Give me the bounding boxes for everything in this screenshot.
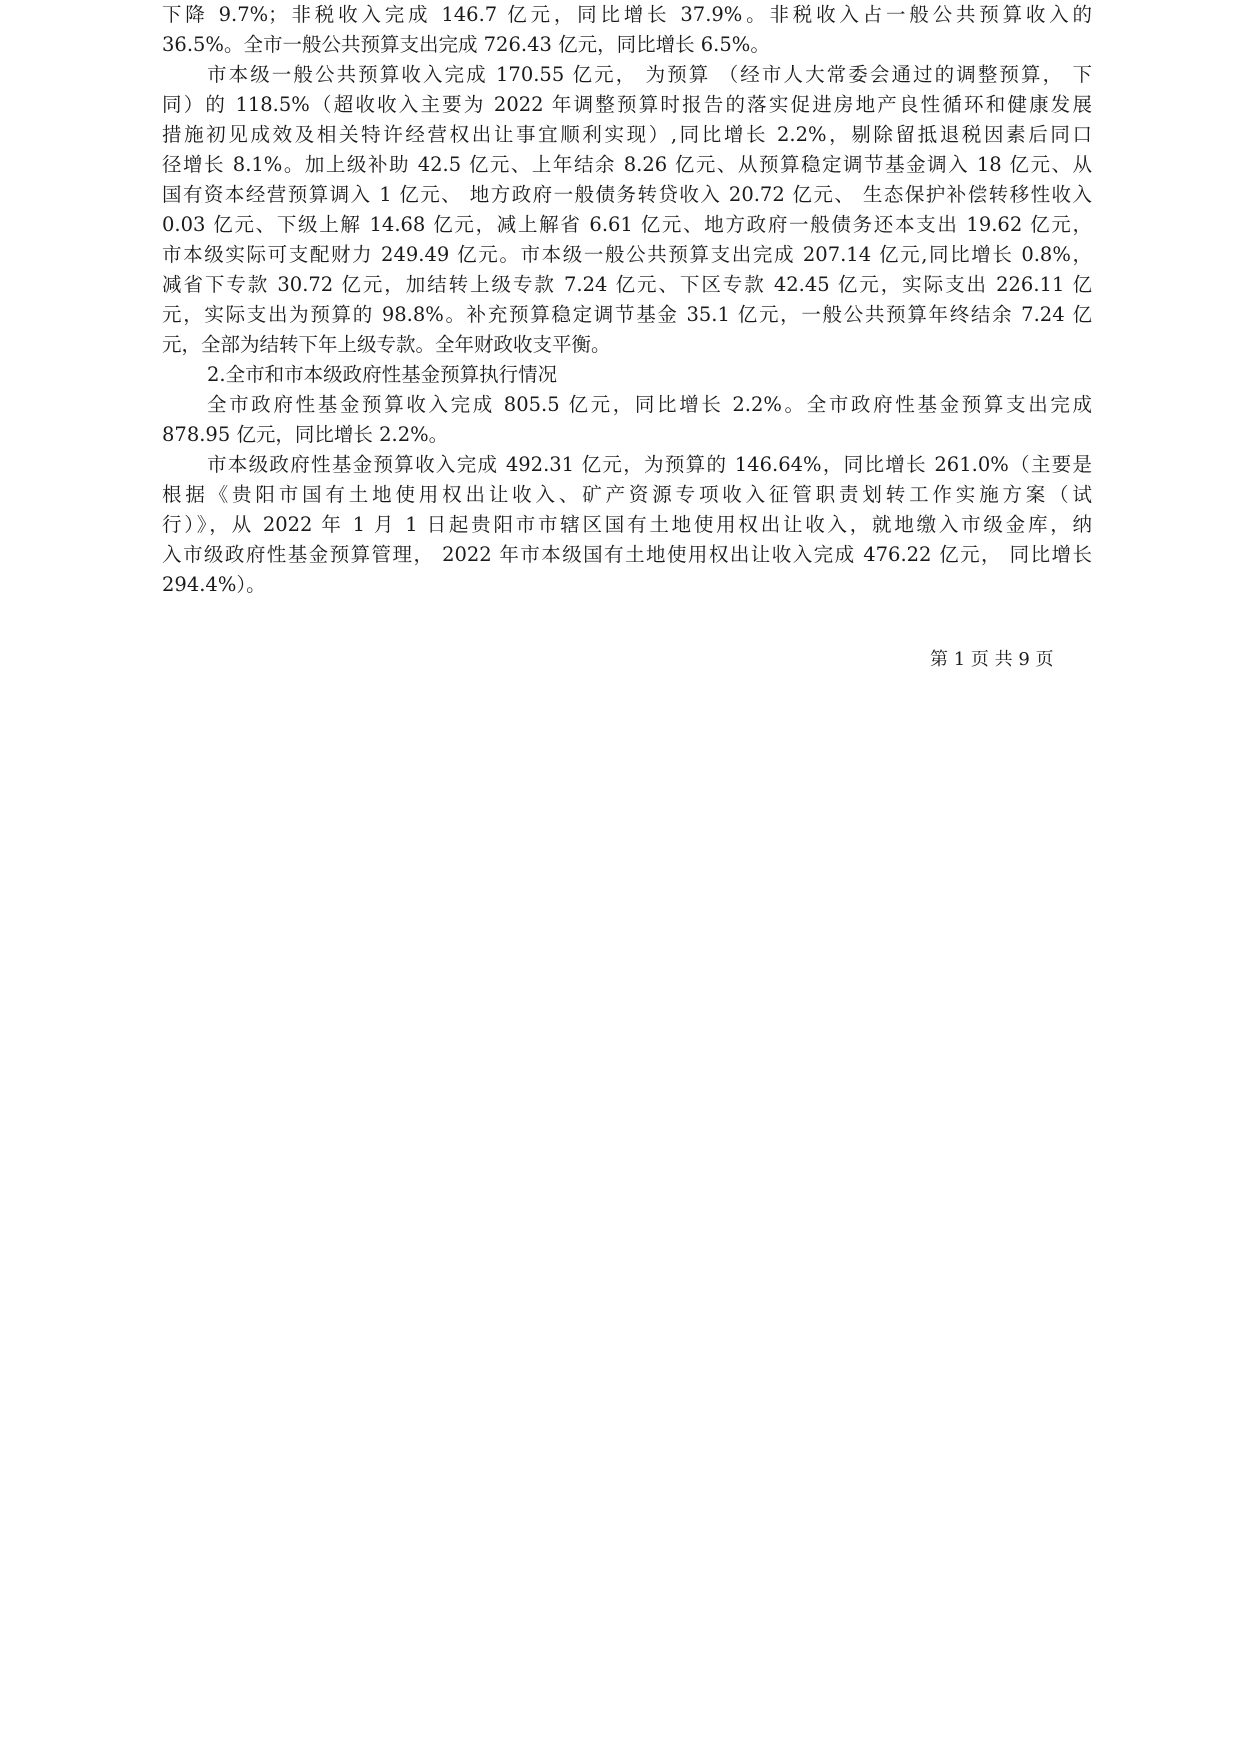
text-line: 根据《贵阳市国有土地使用权出让收入、矿产资源专项收入征管职责划转工作实施方案（试 bbox=[162, 483, 1092, 506]
text-line: 市本级政府性基金预算收入完成 492.31 亿元，为预算的 146.64%，同比增长 261.0%（主要是 bbox=[207, 453, 1092, 476]
text-line: 878.95 亿元，同比增长 2.2%。 bbox=[162, 423, 449, 446]
text-line: 减省下专款 30.72 亿元，加结转上级专款 7.24 亿元、下区专款 42.45 亿元，实际支出 226.11 亿 bbox=[162, 273, 1092, 296]
paragraph-city-level-fund-budget bbox=[162, 450, 1092, 600]
text-line: 同）的 118.5%（超收收入主要为 2022 年调整预算时报告的落实促进房地产良性循环和健康发展 bbox=[162, 93, 1092, 116]
text-line: 行）》，从 2022 年 1 月 1 日起贵阳市市辖区国有土地使用权出让收入，就地缴入市级金库，纳 bbox=[162, 513, 1092, 536]
document-body bbox=[162, 0, 1092, 600]
section-heading: 2.全市和市本级政府性基金预算执行情况 bbox=[207, 363, 558, 386]
text-line: 元，全部为结转下年上级专款。全年财政收支平衡。 bbox=[162, 333, 611, 356]
text-line: 措施初见成效及相关特许经营权出让事宜顺利实现）,同比增长 2.2%，剔除留抵退税因素后同口 bbox=[162, 123, 1092, 146]
paragraph-city-level-revenue bbox=[162, 60, 1092, 360]
page-number-footer: 第 1 页 共 9 页 bbox=[930, 649, 1054, 670]
text-line: 元，实际支出为预算的 98.8%。补充预算稳定调节基金 35.1 亿元，一般公共预算年终结余 7.24 亿 bbox=[162, 303, 1092, 326]
text-line: 径增长 8.1%。加上级补助 42.5 亿元、上年结余 8.26 亿元、从预算稳定调节基金调入 18 亿元、从 bbox=[162, 153, 1092, 176]
text-line: 36.5%。全市一般公共预算支出完成 726.43 亿元，同比增长 6.5%。 bbox=[162, 33, 770, 56]
section-heading-fund-budget bbox=[162, 360, 1092, 390]
paragraph-citywide-fund-budget bbox=[162, 390, 1092, 450]
text-line: 全市政府性基金预算收入完成 805.5 亿元，同比增长 2.2%。全市政府性基金预算支出完成 bbox=[207, 393, 1092, 416]
text-line: 下降 9.7%；非税收入完成 146.7 亿元，同比增长 37.9%。非税收入占一般公共预算收入的 bbox=[162, 3, 1092, 26]
text-line: 国有资本经营预算调入 1 亿元、 地方政府一般债务转贷收入 20.72 亿元、 生态保护补偿转移性收入 bbox=[162, 183, 1092, 206]
text-line: 294.4%）。 bbox=[162, 573, 266, 596]
text-line: 0.03 亿元、下级上解 14.68 亿元，减上解省 6.61 亿元、地方政府一般债务还本支出 19.62 亿元， bbox=[162, 213, 1092, 236]
text-line: 市本级实际可支配财力 249.49 亿元。市本级一般公共预算支出完成 207.14 亿元,同比增长 0.8%， bbox=[162, 243, 1092, 266]
text-line: 市本级一般公共预算收入完成 170.55 亿元， 为预算 （经市人大常委会通过的调整预算， 下 bbox=[207, 63, 1092, 86]
paragraph-tax-revenue bbox=[162, 0, 1092, 60]
text-line: 入市级政府性基金预算管理， 2022 年市本级国有土地使用权出让收入完成 476.22 亿元， 同比增长 bbox=[162, 543, 1092, 566]
